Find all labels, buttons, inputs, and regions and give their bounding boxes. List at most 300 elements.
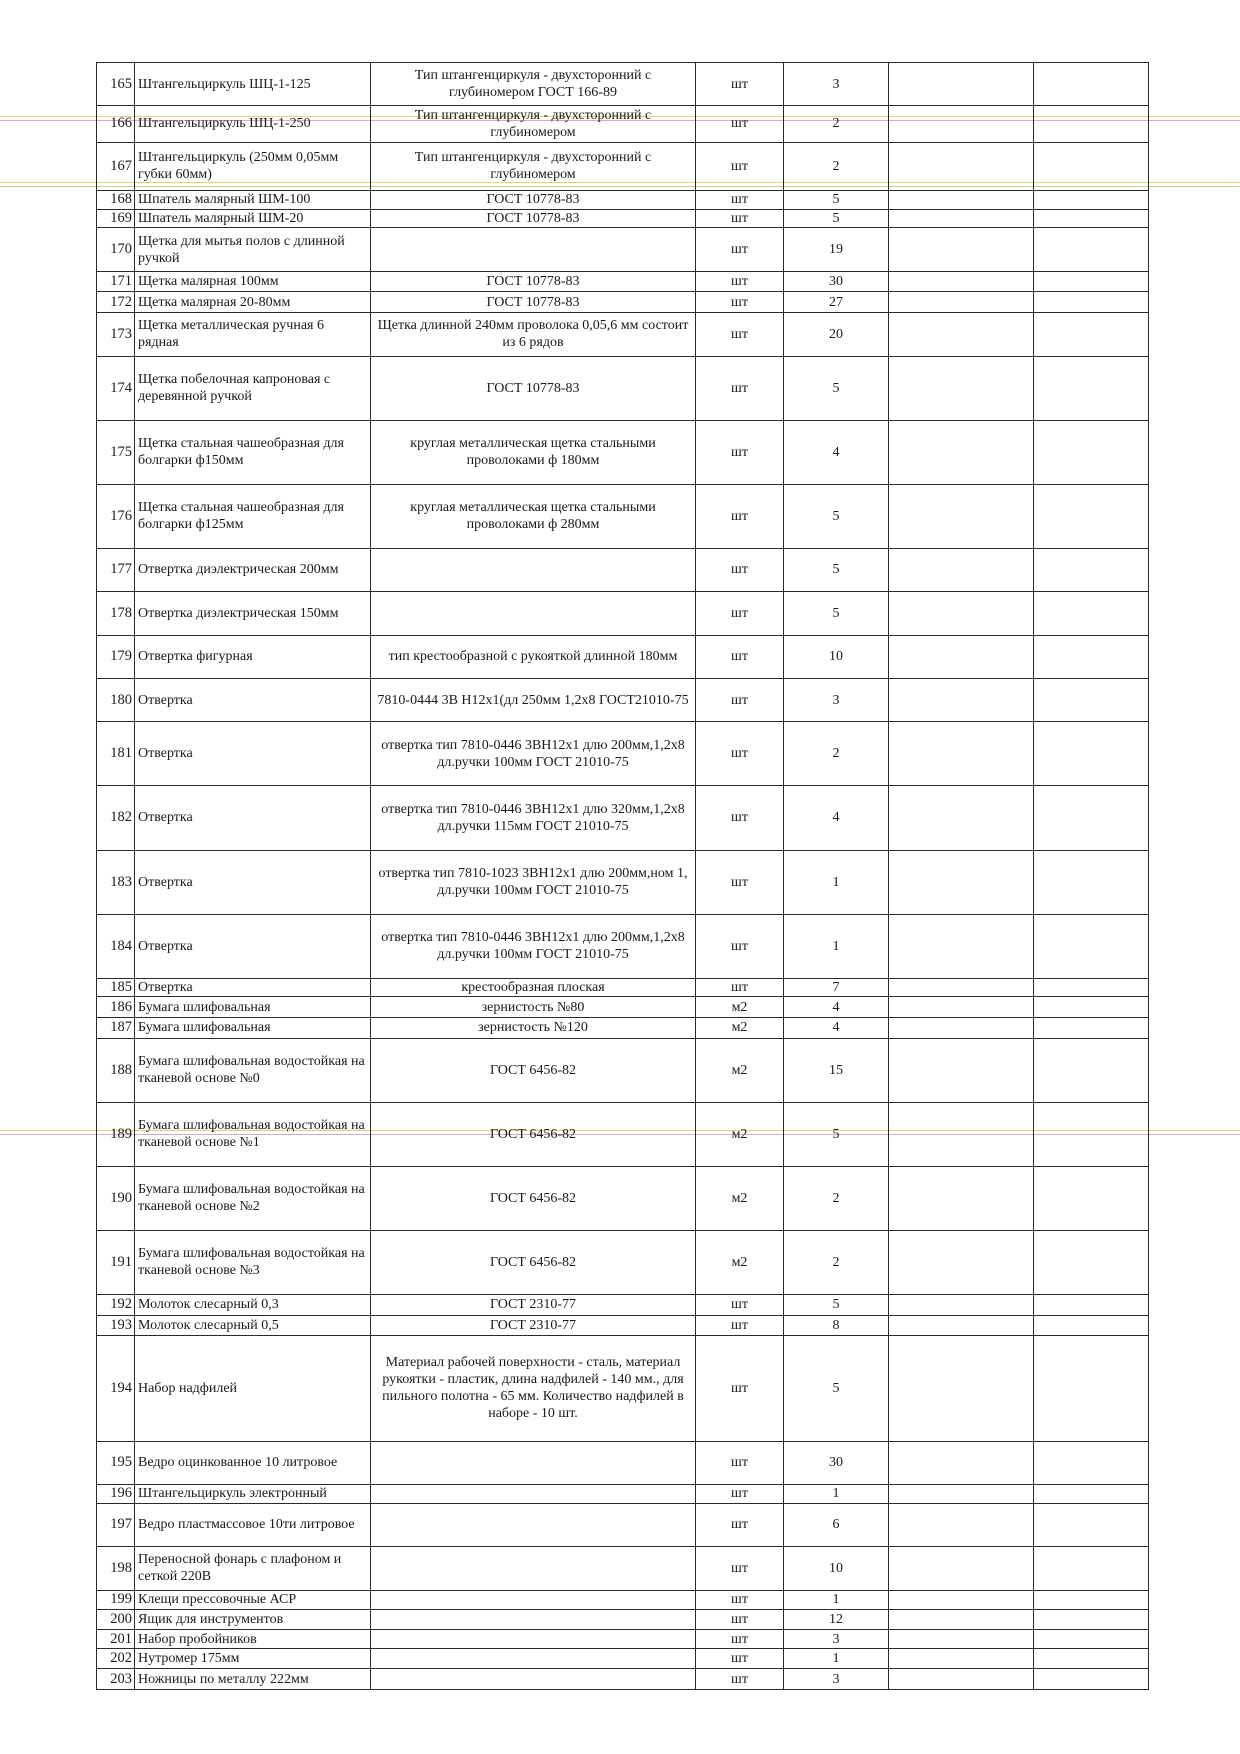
item-unit: м2 xyxy=(696,997,784,1018)
empty-cell xyxy=(889,63,1034,106)
table-row xyxy=(97,1315,1149,1336)
table-row xyxy=(97,106,1149,142)
empty-cell xyxy=(889,313,1034,356)
item-spec xyxy=(371,1503,696,1546)
item-name: Нутромер 175мм xyxy=(135,1649,371,1669)
row-number: 171 xyxy=(97,271,135,292)
empty-cell xyxy=(1034,484,1149,548)
item-spec: тип крестообразной с рукояткой длинной 180мм xyxy=(371,635,696,678)
item-unit: шт xyxy=(696,914,784,978)
empty-cell xyxy=(889,978,1034,997)
item-spec: ГОСТ 10778-83 xyxy=(371,292,696,313)
item-name: Щетка стальная чашеобразная для болгарки ф125мм xyxy=(135,484,371,548)
item-quantity: 3 xyxy=(784,1669,889,1690)
item-unit: шт xyxy=(696,1315,784,1336)
item-name: Бумага шлифовальная xyxy=(135,1017,371,1038)
empty-cell xyxy=(889,914,1034,978)
item-spec: отвертка тип 7810-0446 3ВН12х1 длю 200мм,1,2х8 дл.ручки 100мм ГОСТ 21010-75 xyxy=(371,722,696,786)
empty-cell xyxy=(1034,722,1149,786)
item-spec: ГОСТ 6456-82 xyxy=(371,1102,696,1166)
item-unit: м2 xyxy=(696,1038,784,1102)
item-quantity: 4 xyxy=(784,997,889,1018)
item-name: Отвертка диэлектрическая 200мм xyxy=(135,548,371,591)
item-spec xyxy=(371,548,696,591)
empty-cell xyxy=(1034,292,1149,313)
empty-cell xyxy=(889,1315,1034,1336)
item-quantity: 5 xyxy=(784,484,889,548)
item-spec: ГОСТ 2310-77 xyxy=(371,1315,696,1336)
table-row xyxy=(97,786,1149,850)
item-unit: шт xyxy=(696,209,784,228)
item-unit: шт xyxy=(696,1547,784,1590)
table-row xyxy=(97,356,1149,420)
empty-cell xyxy=(1034,142,1149,191)
item-spec: круглая металлическая щетка стальными проволоками ф 280мм xyxy=(371,484,696,548)
item-spec xyxy=(371,228,696,271)
item-name: Отвертка xyxy=(135,850,371,914)
row-number: 173 xyxy=(97,313,135,356)
item-quantity: 2 xyxy=(784,1230,889,1294)
row-number: 200 xyxy=(97,1610,135,1630)
table-row xyxy=(97,1441,1149,1484)
item-quantity: 5 xyxy=(784,356,889,420)
item-unit: шт xyxy=(696,228,784,271)
empty-cell xyxy=(1034,1503,1149,1546)
item-unit: шт xyxy=(696,1649,784,1669)
item-name: Штангельциркуль электронный xyxy=(135,1485,371,1504)
empty-cell xyxy=(1034,209,1149,228)
row-number: 197 xyxy=(97,1503,135,1546)
table-row xyxy=(97,209,1149,228)
empty-cell xyxy=(889,1441,1034,1484)
item-name: Шпатель малярный ШМ-20 xyxy=(135,209,371,228)
item-spec xyxy=(371,1610,696,1630)
table-row xyxy=(97,1017,1149,1038)
item-unit: шт xyxy=(696,1503,784,1546)
empty-cell xyxy=(889,1547,1034,1590)
table-row xyxy=(97,1038,1149,1102)
item-quantity: 27 xyxy=(784,292,889,313)
item-quantity: 6 xyxy=(784,1503,889,1546)
item-name: Бумага шлифовальная водостойкая на тканевой основе №3 xyxy=(135,1230,371,1294)
row-number: 195 xyxy=(97,1441,135,1484)
empty-cell xyxy=(889,191,1034,210)
empty-cell xyxy=(1034,1669,1149,1690)
item-spec: Тип штангенциркуля - двухсторонний с глубиномером xyxy=(371,106,696,142)
row-number: 180 xyxy=(97,678,135,721)
row-number: 168 xyxy=(97,191,135,210)
empty-cell xyxy=(1034,592,1149,635)
empty-cell xyxy=(889,1485,1034,1504)
item-unit: шт xyxy=(696,271,784,292)
item-spec: зернистость №80 xyxy=(371,997,696,1018)
empty-cell xyxy=(889,1590,1034,1610)
item-unit: шт xyxy=(696,1441,784,1484)
item-name: Бумага шлифовальная водостойкая на тканевой основе №0 xyxy=(135,1038,371,1102)
item-unit: шт xyxy=(696,292,784,313)
item-spec xyxy=(371,1547,696,1590)
item-quantity: 10 xyxy=(784,1547,889,1590)
table-row xyxy=(97,592,1149,635)
item-unit: шт xyxy=(696,484,784,548)
item-spec: отвертка тип 7810-0446 3ВН12х1 длю 200мм,1,2х8 дл.ручки 100мм ГОСТ 21010-75 xyxy=(371,914,696,978)
table-row xyxy=(97,484,1149,548)
item-unit: шт xyxy=(696,592,784,635)
empty-cell xyxy=(1034,106,1149,142)
row-number: 165 xyxy=(97,63,135,106)
item-unit: шт xyxy=(696,191,784,210)
empty-cell xyxy=(1034,1547,1149,1590)
item-name: Ящик для инструментов xyxy=(135,1610,371,1630)
empty-cell xyxy=(1034,678,1149,721)
empty-cell xyxy=(1034,1485,1149,1504)
item-unit: шт xyxy=(696,1485,784,1504)
item-quantity: 20 xyxy=(784,313,889,356)
empty-cell xyxy=(889,1669,1034,1690)
row-number: 182 xyxy=(97,786,135,850)
empty-cell xyxy=(1034,786,1149,850)
item-unit: м2 xyxy=(696,1102,784,1166)
item-spec xyxy=(371,1629,696,1649)
row-number: 185 xyxy=(97,978,135,997)
item-spec: отвертка тип 7810-1023 3ВН12х1 длю 200мм,ном 1, дл.ручки 100мм ГОСТ 21010-75 xyxy=(371,850,696,914)
empty-cell xyxy=(1034,228,1149,271)
item-unit: шт xyxy=(696,978,784,997)
empty-cell xyxy=(889,722,1034,786)
row-number: 167 xyxy=(97,142,135,191)
item-quantity: 2 xyxy=(784,142,889,191)
row-number: 186 xyxy=(97,997,135,1018)
item-unit: шт xyxy=(696,1610,784,1630)
table-row xyxy=(97,1669,1149,1690)
row-number: 178 xyxy=(97,592,135,635)
table-row xyxy=(97,997,1149,1018)
item-unit: шт xyxy=(696,63,784,106)
empty-cell xyxy=(889,548,1034,591)
item-spec: 7810-0444 3В Н12х1(дл 250мм 1,2х8 ГОСТ21010-75 xyxy=(371,678,696,721)
empty-cell xyxy=(889,228,1034,271)
item-name: Отвертка фигурная xyxy=(135,635,371,678)
item-quantity: 1 xyxy=(784,850,889,914)
item-quantity: 15 xyxy=(784,1038,889,1102)
empty-cell xyxy=(1034,1649,1149,1669)
item-spec: Тип штангенциркуля - двухсторонний с глубиномером ГОСТ 166-89 xyxy=(371,63,696,106)
empty-cell xyxy=(1034,1230,1149,1294)
table-row xyxy=(97,228,1149,271)
item-unit: шт xyxy=(696,850,784,914)
empty-cell xyxy=(889,1166,1034,1230)
table-row xyxy=(97,1547,1149,1590)
item-unit: шт xyxy=(696,635,784,678)
empty-cell xyxy=(889,1017,1034,1038)
item-quantity: 12 xyxy=(784,1610,889,1630)
table-row xyxy=(97,271,1149,292)
row-number: 188 xyxy=(97,1038,135,1102)
empty-cell xyxy=(889,484,1034,548)
item-name: Отвертка xyxy=(135,722,371,786)
table-row xyxy=(97,914,1149,978)
item-quantity: 3 xyxy=(784,1629,889,1649)
item-quantity: 19 xyxy=(784,228,889,271)
table-row xyxy=(97,1294,1149,1315)
item-spec: ГОСТ 10778-83 xyxy=(371,356,696,420)
table-row xyxy=(97,1610,1149,1630)
table-row xyxy=(97,548,1149,591)
table-row xyxy=(97,1503,1149,1546)
item-unit: м2 xyxy=(696,1017,784,1038)
item-unit: шт xyxy=(696,786,784,850)
item-unit: шт xyxy=(696,106,784,142)
empty-cell xyxy=(1034,635,1149,678)
table-row xyxy=(97,313,1149,356)
table-row xyxy=(97,63,1149,106)
empty-cell xyxy=(889,1336,1034,1441)
item-quantity: 5 xyxy=(784,548,889,591)
row-number: 177 xyxy=(97,548,135,591)
item-spec: крестообразная плоская xyxy=(371,978,696,997)
item-name: Щетка стальная чашеобразная для болгарки ф150мм xyxy=(135,420,371,484)
item-quantity: 5 xyxy=(784,1102,889,1166)
row-number: 172 xyxy=(97,292,135,313)
empty-cell xyxy=(889,106,1034,142)
item-quantity: 5 xyxy=(784,1336,889,1441)
table-row xyxy=(97,1649,1149,1669)
item-quantity: 4 xyxy=(784,1017,889,1038)
empty-cell xyxy=(1034,1590,1149,1610)
row-number: 199 xyxy=(97,1590,135,1610)
item-unit: м2 xyxy=(696,1166,784,1230)
item-name: Молоток слесарный 0,5 xyxy=(135,1315,371,1336)
empty-cell xyxy=(889,1294,1034,1315)
item-quantity: 4 xyxy=(784,420,889,484)
empty-cell xyxy=(889,592,1034,635)
item-unit: шт xyxy=(696,1629,784,1649)
item-name: Бумага шлифовальная водостойкая на тканевой основе №2 xyxy=(135,1166,371,1230)
empty-cell xyxy=(889,292,1034,313)
table-row xyxy=(97,978,1149,997)
table-row xyxy=(97,292,1149,313)
table-row xyxy=(97,1336,1149,1441)
empty-cell xyxy=(1034,548,1149,591)
empty-cell xyxy=(1034,271,1149,292)
item-name: Ножницы по металлу 222мм xyxy=(135,1669,371,1690)
empty-cell xyxy=(889,786,1034,850)
item-unit: шт xyxy=(696,1294,784,1315)
item-spec: ГОСТ 6456-82 xyxy=(371,1230,696,1294)
row-number: 192 xyxy=(97,1294,135,1315)
item-quantity: 2 xyxy=(784,722,889,786)
item-spec: ГОСТ 10778-83 xyxy=(371,209,696,228)
item-name: Шпатель малярный ШМ-100 xyxy=(135,191,371,210)
inventory-rows xyxy=(97,63,1149,1690)
empty-cell xyxy=(889,1649,1034,1669)
row-number: 174 xyxy=(97,356,135,420)
item-quantity: 7 xyxy=(784,978,889,997)
item-spec: отвертка тип 7810-0446 3ВН12х1 длю 320мм,1,2х8 дл.ручки 115мм ГОСТ 21010-75 xyxy=(371,786,696,850)
row-number: 194 xyxy=(97,1336,135,1441)
row-number: 183 xyxy=(97,850,135,914)
item-name: Щетка малярная 100мм xyxy=(135,271,371,292)
item-name: Штангельциркуль ШЦ-1-250 xyxy=(135,106,371,142)
row-number: 196 xyxy=(97,1485,135,1504)
empty-cell xyxy=(889,1503,1034,1546)
item-name: Отвертка диэлектрическая 150мм xyxy=(135,592,371,635)
item-spec: ГОСТ 2310-77 xyxy=(371,1294,696,1315)
row-number: 198 xyxy=(97,1547,135,1590)
table-row xyxy=(97,191,1149,210)
item-quantity: 2 xyxy=(784,1166,889,1230)
empty-cell xyxy=(889,1610,1034,1630)
item-spec: ГОСТ 6456-82 xyxy=(371,1038,696,1102)
row-number: 176 xyxy=(97,484,135,548)
item-quantity: 1 xyxy=(784,1485,889,1504)
item-quantity: 3 xyxy=(784,678,889,721)
item-quantity: 1 xyxy=(784,914,889,978)
item-name: Ведро пластмассовое 10ти литровое xyxy=(135,1503,371,1546)
item-spec xyxy=(371,1441,696,1484)
table-row xyxy=(97,1230,1149,1294)
item-spec: Щетка длинной 240мм проволока 0,05,6 мм состоит из 6 рядов xyxy=(371,313,696,356)
item-quantity: 5 xyxy=(784,592,889,635)
empty-cell xyxy=(889,142,1034,191)
inventory-table-page xyxy=(96,62,1148,1690)
row-number: 175 xyxy=(97,420,135,484)
empty-cell xyxy=(889,997,1034,1018)
item-name: Клещи прессовочные АСР xyxy=(135,1590,371,1610)
item-name: Ведро оцинкованное 10 литровое xyxy=(135,1441,371,1484)
empty-cell xyxy=(1034,978,1149,997)
item-quantity: 4 xyxy=(784,786,889,850)
empty-cell xyxy=(889,356,1034,420)
empty-cell xyxy=(1034,1017,1149,1038)
item-quantity: 30 xyxy=(784,271,889,292)
row-number: 202 xyxy=(97,1649,135,1669)
row-number: 189 xyxy=(97,1102,135,1166)
item-spec: Тип штангенциркуля - двухсторонний с глубиномером xyxy=(371,142,696,191)
item-quantity: 5 xyxy=(784,191,889,210)
item-name: Отвертка xyxy=(135,678,371,721)
table-row xyxy=(97,678,1149,721)
item-unit: шт xyxy=(696,356,784,420)
row-number: 181 xyxy=(97,722,135,786)
row-number: 184 xyxy=(97,914,135,978)
item-quantity: 1 xyxy=(784,1649,889,1669)
item-spec xyxy=(371,1669,696,1690)
empty-cell xyxy=(1034,420,1149,484)
item-unit: шт xyxy=(696,678,784,721)
row-number: 190 xyxy=(97,1166,135,1230)
empty-cell xyxy=(1034,1629,1149,1649)
item-spec xyxy=(371,1649,696,1669)
item-name: Щетка побелочная капроновая с деревянной ручкой xyxy=(135,356,371,420)
item-spec: ГОСТ 6456-82 xyxy=(371,1166,696,1230)
item-name: Щетка для мытья полов с длинной ручкой xyxy=(135,228,371,271)
item-spec: зернистость №120 xyxy=(371,1017,696,1038)
empty-cell xyxy=(1034,1315,1149,1336)
table-row xyxy=(97,142,1149,191)
item-quantity: 1 xyxy=(784,1590,889,1610)
item-name: Бумага шлифовальная водостойкая на тканевой основе №1 xyxy=(135,1102,371,1166)
empty-cell xyxy=(1034,1038,1149,1102)
row-number: 193 xyxy=(97,1315,135,1336)
item-name: Молоток слесарный 0,3 xyxy=(135,1294,371,1315)
item-name: Набор надфилей xyxy=(135,1336,371,1441)
item-name: Щетка металлическая ручная 6 рядная xyxy=(135,313,371,356)
item-unit: шт xyxy=(696,420,784,484)
item-name: Штангельциркуль ШЦ-1-125 xyxy=(135,63,371,106)
item-quantity: 5 xyxy=(784,1294,889,1315)
row-number: 166 xyxy=(97,106,135,142)
empty-cell xyxy=(889,209,1034,228)
row-number: 203 xyxy=(97,1669,135,1690)
item-name: Щетка малярная 20-80мм xyxy=(135,292,371,313)
empty-cell xyxy=(1034,191,1149,210)
row-number: 169 xyxy=(97,209,135,228)
item-unit: шт xyxy=(696,142,784,191)
empty-cell xyxy=(1034,850,1149,914)
empty-cell xyxy=(1034,997,1149,1018)
row-number: 187 xyxy=(97,1017,135,1038)
empty-cell xyxy=(889,271,1034,292)
empty-cell xyxy=(889,850,1034,914)
item-unit: м2 xyxy=(696,1230,784,1294)
table-row xyxy=(97,1485,1149,1504)
item-name: Отвертка xyxy=(135,914,371,978)
table-row xyxy=(97,1102,1149,1166)
empty-cell xyxy=(1034,1102,1149,1166)
empty-cell xyxy=(1034,63,1149,106)
item-name: Переносной фонарь с плафоном и сеткой 220В xyxy=(135,1547,371,1590)
empty-cell xyxy=(1034,1336,1149,1441)
table-row xyxy=(97,1590,1149,1610)
row-number: 201 xyxy=(97,1629,135,1649)
empty-cell xyxy=(1034,1166,1149,1230)
empty-cell xyxy=(889,1230,1034,1294)
item-spec xyxy=(371,1485,696,1504)
empty-cell xyxy=(889,635,1034,678)
table-row xyxy=(97,420,1149,484)
item-quantity: 5 xyxy=(784,209,889,228)
item-spec: ГОСТ 10778-83 xyxy=(371,191,696,210)
row-number: 179 xyxy=(97,635,135,678)
item-spec xyxy=(371,1590,696,1610)
item-unit: шт xyxy=(696,1669,784,1690)
item-quantity: 10 xyxy=(784,635,889,678)
table-row xyxy=(97,850,1149,914)
item-spec: круглая металлическая щетка стальными проволоками ф 180мм xyxy=(371,420,696,484)
empty-cell xyxy=(1034,356,1149,420)
item-name: Отвертка xyxy=(135,978,371,997)
empty-cell xyxy=(889,1629,1034,1649)
table-row xyxy=(97,722,1149,786)
item-quantity: 30 xyxy=(784,1441,889,1484)
item-spec: ГОСТ 10778-83 xyxy=(371,271,696,292)
empty-cell xyxy=(889,1038,1034,1102)
item-spec xyxy=(371,592,696,635)
row-number: 170 xyxy=(97,228,135,271)
item-unit: шт xyxy=(696,1590,784,1610)
item-unit: шт xyxy=(696,1336,784,1441)
item-name: Бумага шлифовальная xyxy=(135,997,371,1018)
item-name: Штангельциркуль (250мм 0,05мм губки 60мм) xyxy=(135,142,371,191)
item-spec: Материал рабочей поверхности - сталь, материал рукоятки - пластик, длина надфилей - 140 мм., для пильного полотна - 65 мм. Количество надфилей в наборе - 10 шт. xyxy=(371,1336,696,1441)
empty-cell xyxy=(1034,313,1149,356)
empty-cell xyxy=(1034,914,1149,978)
table-row xyxy=(97,635,1149,678)
table-row xyxy=(97,1629,1149,1649)
item-quantity: 2 xyxy=(784,106,889,142)
empty-cell xyxy=(889,420,1034,484)
